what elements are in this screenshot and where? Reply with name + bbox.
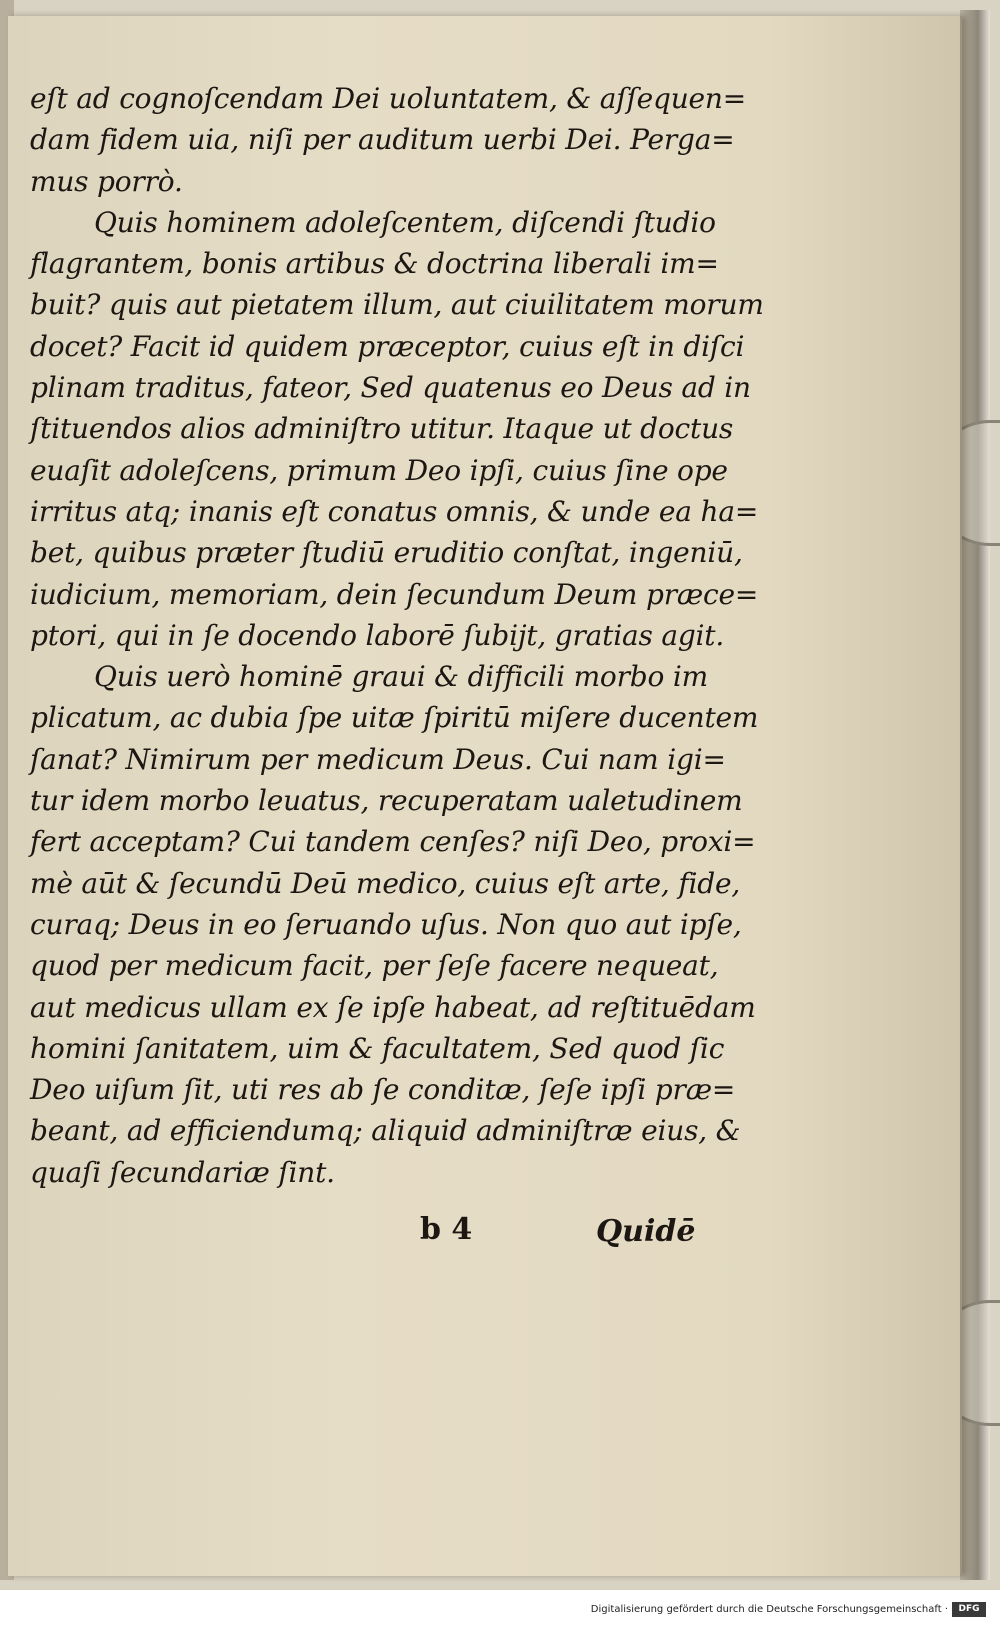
text-line: eſt ad cognoſcendam Dei uoluntatem, & aſſequen=	[30, 82, 747, 115]
text-line: quaſi ſecundariæ ſint.	[30, 1155, 335, 1189]
text-line: beant, ad efficiendumq; aliquid adminiſtræ eius, &	[30, 1114, 741, 1148]
text-line: Quis uerò hominē graui & difficili morbo im	[94, 660, 708, 694]
footer-credit: Digitalisierung gefördert durch die Deutsche Forschungsgemeinschaft ·	[590, 1604, 948, 1615]
text-line: tur idem morbo leuatus, recuperatam ualetudinem	[30, 784, 743, 818]
text-line: irritus atq; inanis eſt conatus omnis, & unde ea ha=	[30, 494, 759, 528]
text-line: aut medicus ullam ex ſe ipſe habeat, ad reſtituēdam	[30, 990, 756, 1024]
text-line: mus porrò.	[30, 164, 183, 198]
text-line: bet, quibus præter ſtudiū eruditio conſtat, ingeniū,	[30, 536, 743, 570]
text-line: fert acceptam? Cui tandem cenſes? niſi Deo, proxi=	[30, 825, 756, 859]
catchword: Quidē	[596, 1214, 696, 1249]
text-line: homini ſanitatem, uim & facultatem, Sed quod ſic	[30, 1031, 725, 1065]
text-line: plicatum, ac dubia ſpe uitæ ſpiritū miſere ducentem	[30, 701, 759, 735]
text-line: plinam traditus, fateor, Sed quatenus eo Deus ad in	[30, 371, 751, 405]
body-text	[30, 78, 764, 1193]
text-line: mè aūt & ſecundū Deū medico, cuius eſt arte, fide,	[30, 866, 741, 900]
text-line: curaq; Deus in eo ſeruando uſus. Non quo aut ipſe,	[30, 907, 742, 941]
text-line: buit? quis aut pietatem illum, aut ciuilitatem morum	[30, 288, 764, 322]
text-line: quod per medicum facit, per ſeſe facere nequeat,	[30, 949, 719, 983]
text-line: ſtituendos alios adminiſtro utitur. Itaque ut doctus	[30, 412, 734, 446]
text-line: flagrantem, bonis artibus & doctrina liberali im=	[30, 247, 719, 281]
text-line: ptori, qui in ſe docendo laborē ſubijt, gratias agit.	[30, 618, 725, 652]
text-line: euaſit adoleſcens, primum Deo ipſi, cuius ſine ope	[30, 453, 728, 487]
dfg-logo: DFG	[952, 1602, 986, 1617]
signature-mark: b 4	[420, 1212, 473, 1247]
text-line: iudicium, memoriam, dein ſecundum Deum præce=	[30, 577, 759, 611]
text-line: docet? Facit id quidem præceptor, cuius eſt in diſci	[30, 329, 745, 363]
text-line: Quis hominem adoleſcentem, diſcendi ſtudio	[94, 205, 716, 239]
text-line: Deo uiſum ſit, uti res ab ſe conditæ, ſeſe ipſi præ=	[30, 1073, 736, 1107]
text-line: ſanat? Nimirum per medicum Deus. Cui nam igi=	[30, 742, 726, 776]
text-line: dam fidem uia, niſi per auditum uerbi Dei. Perga=	[30, 123, 735, 157]
